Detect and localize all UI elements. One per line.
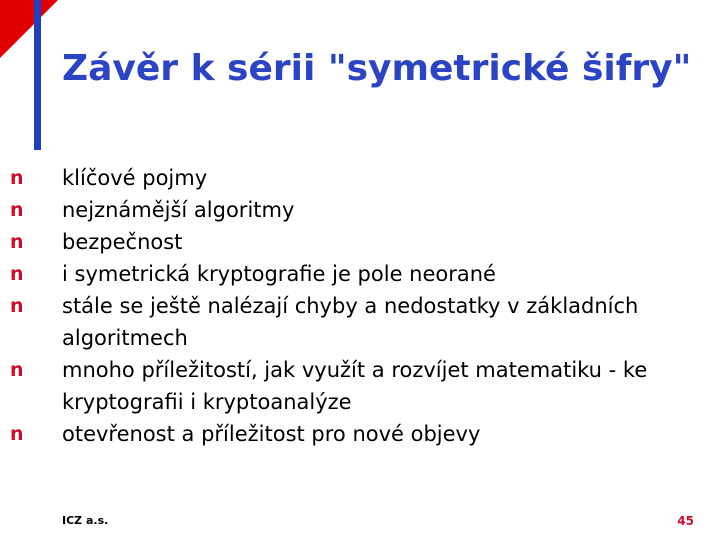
bullet-text: i symetrická kryptografie je pole neorané [62, 262, 496, 286]
slide-title: Závěr k sérii "symetrické šifry" [62, 48, 692, 89]
bullet-text: klíčové pojmy [62, 166, 208, 190]
bullet-icon: n [10, 423, 24, 445]
bullet-item [0, 226, 720, 258]
bullet-item [0, 258, 720, 290]
bullet-item [0, 194, 720, 226]
bullet-list [0, 162, 720, 450]
red-triangle-icon [0, 0, 58, 58]
bullet-text: mnoho příležitostí, jak využít a rozvíjet matematiku - ke kryptografii i kryptoanalýze [62, 358, 648, 414]
bullet-icon: n [10, 167, 24, 189]
bullet-item [0, 354, 720, 418]
bullet-icon: n [10, 231, 24, 253]
bullet-item [0, 418, 720, 450]
bullet-text: stále se ještě nalézají chyby a nedostatky v základních algoritmech [62, 294, 639, 350]
vertical-blue-bar [34, 0, 41, 150]
bullet-item [0, 162, 720, 194]
page-number: 45 [677, 514, 694, 528]
bullet-item [0, 290, 720, 354]
bullet-icon: n [10, 263, 24, 285]
bullet-text: otevřenost a příležitost pro nové objevy [62, 422, 481, 446]
bullet-icon: n [10, 295, 24, 317]
footer-company: ICZ a.s. [62, 514, 109, 527]
bullet-text: nejznámější algoritmy [62, 198, 295, 222]
bullet-icon: n [10, 359, 24, 381]
bullet-icon: n [10, 199, 24, 221]
bullet-text: bezpečnost [62, 230, 183, 254]
